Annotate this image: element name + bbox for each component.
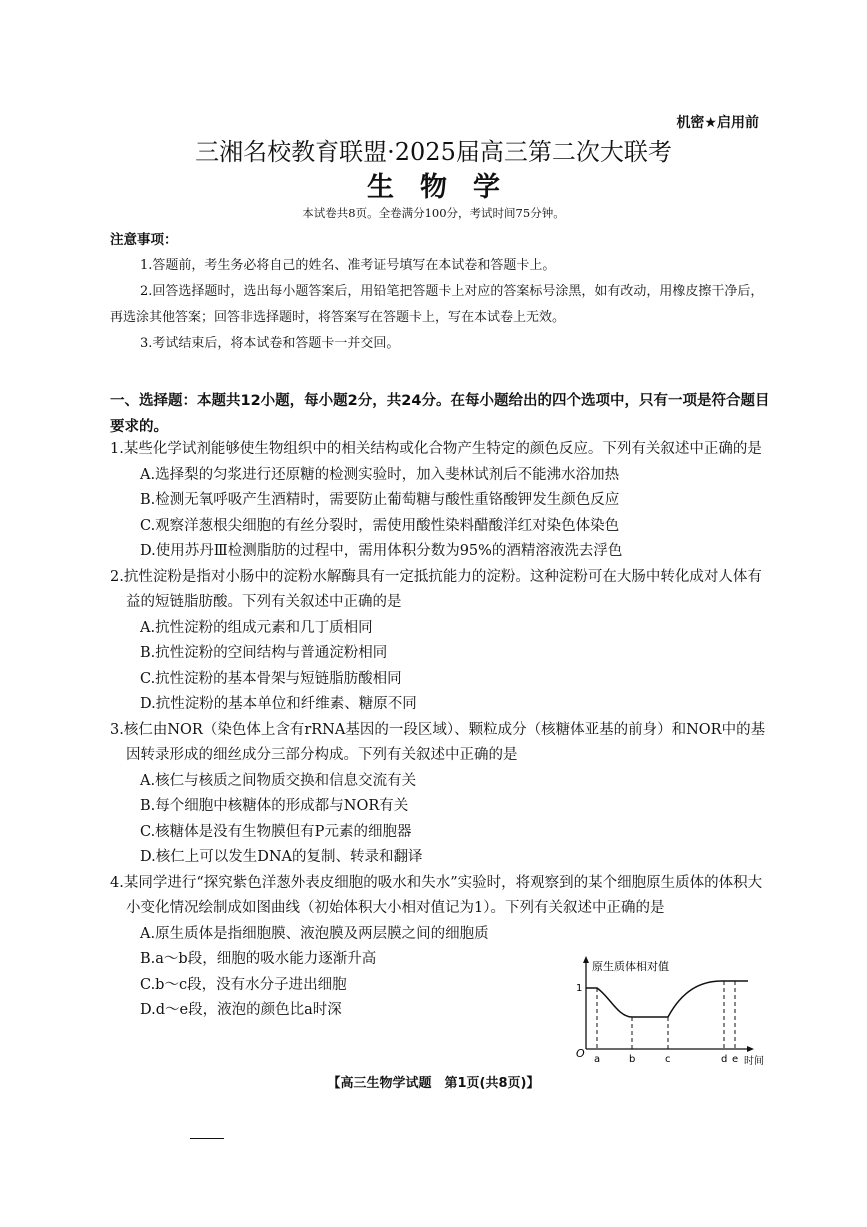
y-axis-label: 原生质体相对值	[592, 960, 669, 973]
y-axis-arrow	[583, 956, 589, 963]
notice-item: 1.答题前，考生务必将自己的姓名、准考证号填写在本试卷和答题卡上。	[140, 258, 556, 273]
option-b: B.抗性淀粉的空间结构与普通淀粉相同	[140, 645, 388, 661]
exam-info: 本试卷共8页。全卷满分100分，考试时间75分钟。	[302, 206, 565, 220]
option-a: A.抗性淀粉的组成元素和几丁质相同	[140, 619, 373, 636]
x-marker-d: d	[721, 1054, 728, 1065]
question-list	[110, 437, 770, 1024]
option-d: D.核仁上可以发生DNA的复制、转录和翻译	[140, 849, 423, 865]
question-3	[110, 718, 770, 871]
question-stem: 3.核仁由NOR（染色体上含有rRNA基因的一段区域）、颗粒成分（核糖体亚基的前身）和NOR中的基因转录形成的细丝成分三部分构成。下列有关叙述中正确的是	[110, 721, 766, 763]
protoplast-volume-graph	[572, 955, 772, 1070]
page-footer: 【高三生物学试题 第1页(共8页)】	[327, 1076, 540, 1091]
option-b: B.a～b段，细胞的吸水能力逐渐升高	[140, 951, 377, 967]
option-d: D.抗性淀粉的基本单位和纤维素、糖原不同	[140, 696, 417, 712]
option-d: D.d～e段，液泡的颜色比a时深	[140, 1002, 342, 1018]
subject-title: 生物学	[367, 172, 526, 203]
option-c: C.核糖体是没有生物膜但有P元素的细胞器	[140, 823, 412, 840]
notice-item: 3.考试结束后，将本试卷和答题卡一并交回。	[140, 336, 400, 351]
option-a: A.核仁与核质之间物质交换和信息交流有关	[140, 772, 417, 789]
question-2	[110, 565, 770, 718]
question-stem: 1.某些化学试剂能够使生物组织中的相关结构或化合物产生特定的颜色反应。下列有关叙述中正确的是	[110, 441, 762, 457]
section-title: 一、选择题：本题共12小题，每小题2分，共24分。在每小题给出的四个选项中，只有一项是符合题目要求的。	[110, 393, 770, 435]
x-marker-b: b	[629, 1054, 636, 1065]
question-1	[110, 437, 770, 565]
x-axis-label: 时间	[744, 1056, 764, 1067]
x-marker-a: a	[594, 1054, 601, 1065]
option-c: C.观察洋葱根尖细胞的有丝分裂时，需使用酸性染料醋酸洋红对染色体染色	[140, 517, 620, 534]
question-4-options	[110, 922, 530, 1024]
exam-title: 三湘名校教育联盟·2025届高三第二次大联考	[195, 138, 672, 166]
x-axis-arrow	[747, 1046, 754, 1052]
x-marker-e: e	[732, 1054, 739, 1065]
option-b: B.每个细胞中核糖体的形成都与NOR有关	[140, 798, 409, 814]
notice-list	[110, 253, 770, 357]
question-stem: 4.某同学进行“探究紫色洋葱外表皮细胞的吸水和失水”实验时，将观察到的某个细胞原生质体的体积大小变化情况绘制成如图曲线（初始体积大小相对值记为1）。下列有关叙述中正确的是	[110, 874, 763, 916]
option-b: B.检测无氧呼吸产生酒精时，需要防止葡萄糖与酸性重铬酸钾发生颜色反应	[140, 492, 620, 508]
x-marker-c: c	[665, 1054, 671, 1065]
y-tick-label: 1	[576, 983, 583, 994]
question-stem: 2.抗性淀粉是指对小肠中的淀粉水解酶具有一定抵抗能力的淀粉。这种淀粉可在大肠中转化成对人体有益的短链脂肪酸。下列有关叙述中正确的是	[110, 568, 762, 610]
option-c: C.抗性淀粉的基本骨架与短链脂肪酸相同	[140, 670, 402, 687]
origin-label: O	[576, 1047, 585, 1060]
confidential-mark: 机密★启用前	[676, 115, 759, 131]
option-c: C.b～c段，没有水分子进出细胞	[140, 976, 347, 993]
notice-item: 2.回答选择题时，选出每小题答案后，用铅笔把答题卡上对应的答案标号涂黑，如有改动，用橡皮擦干净后，再选涂其他答案；回答非选择题时，将答案写在答题卡上，写在本试卷上无效。	[110, 284, 764, 325]
footer-dash	[190, 1138, 224, 1139]
option-d: D.使用苏丹Ⅲ检测脂肪的过程中，需用体积分数为95%的酒精溶液洗去浮色	[140, 543, 623, 559]
notice-heading: 注意事项：	[110, 232, 178, 248]
option-a: A.原生质体是指细胞膜、液泡膜及两层膜之间的细胞质	[140, 925, 489, 942]
option-a: A.选择梨的匀浆进行还原糖的检测实验时，加入斐林试剂后不能沸水浴加热	[140, 466, 620, 483]
